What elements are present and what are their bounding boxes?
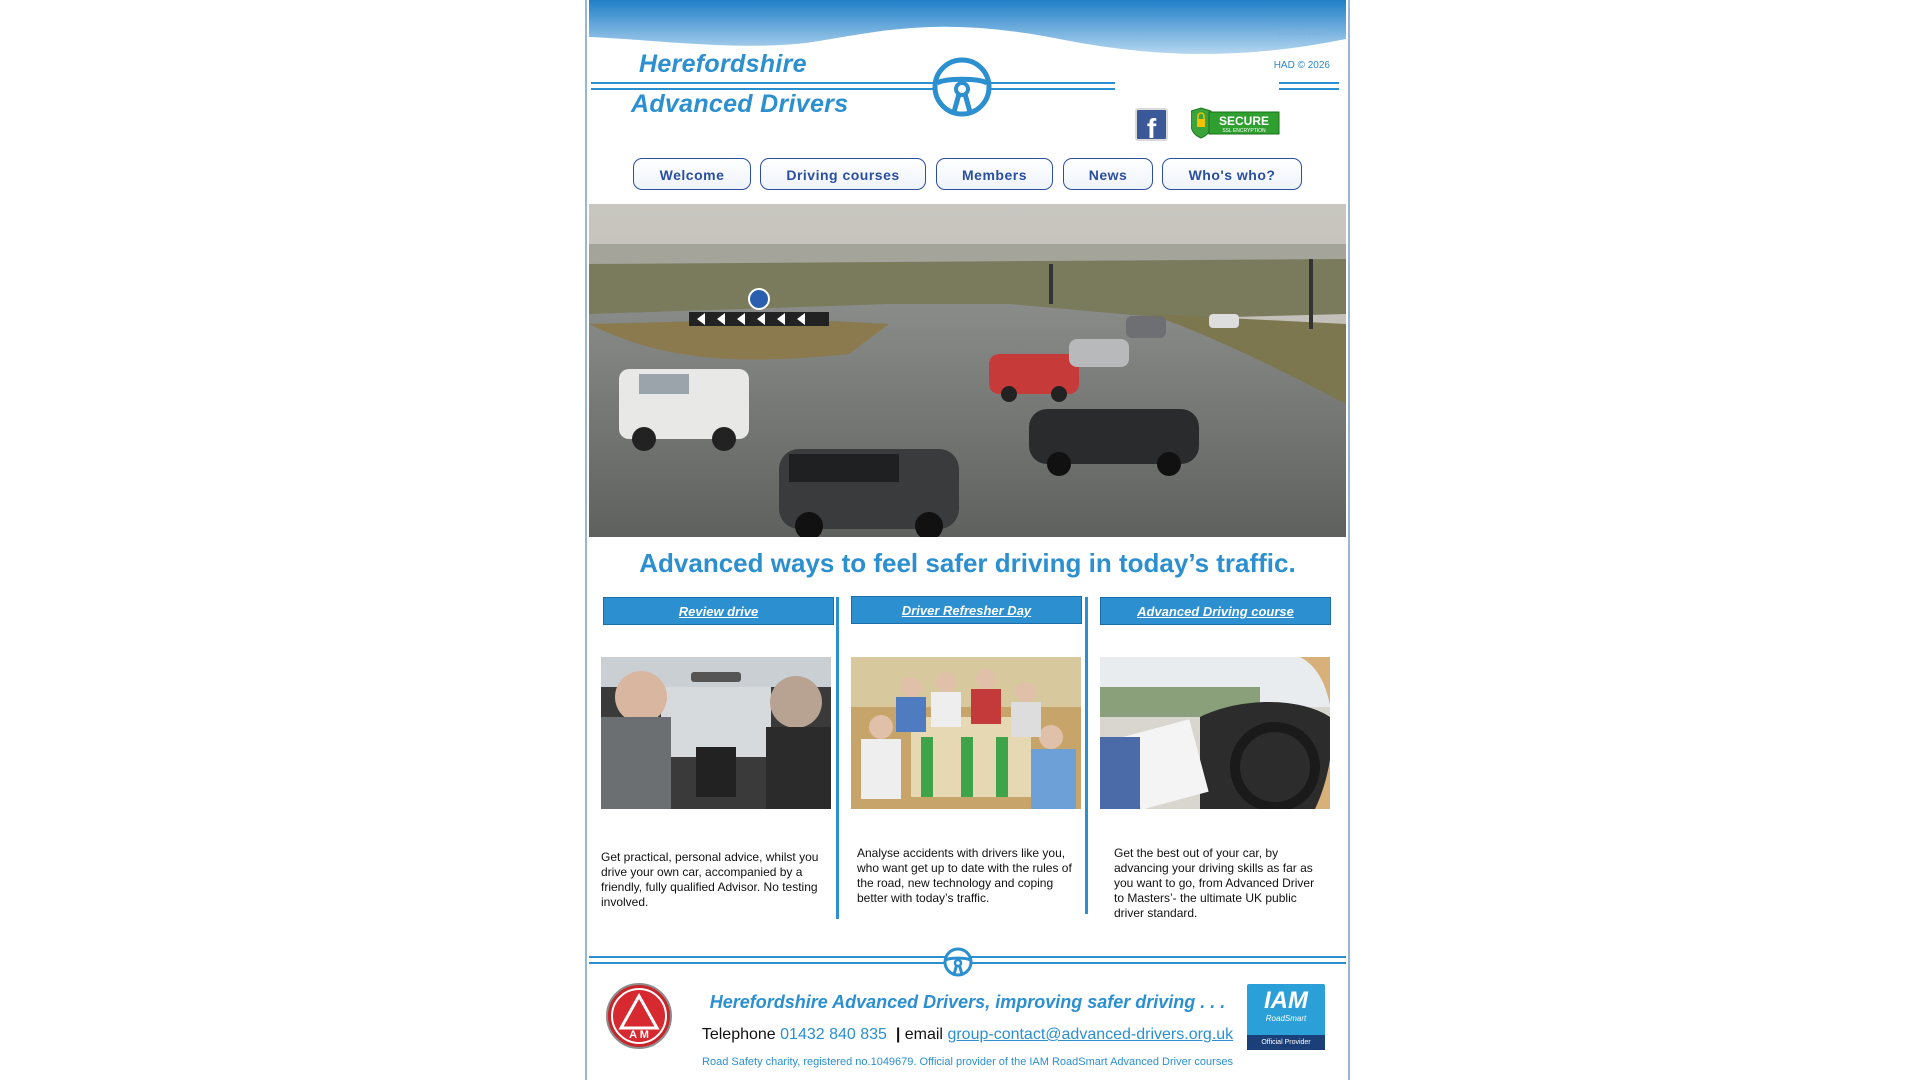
telephone-label: Telephone [701, 1026, 776, 1043]
column-divider-1 [836, 597, 839, 919]
logo-rule-bottom [591, 88, 1115, 90]
charity-notice: Road Safety charity, registered no.1049679. Official provider of the IAM RoadSmart Advanced Driver courses [702, 1056, 1233, 1068]
nav-welcome[interactable]: Welcome [633, 158, 751, 190]
main-tagline: Advanced ways to feel safer driving in today’s traffic. [639, 548, 1296, 578]
nav-driving-courses[interactable]: Driving courses [760, 158, 926, 190]
header-date: (14 Feb 2026) [1277, 28, 1328, 37]
logo-rule-right-top [1279, 82, 1339, 84]
logo-rule-right-bottom [1279, 88, 1339, 90]
facebook-icon[interactable]: f [1135, 108, 1168, 141]
email-label: email [904, 1026, 943, 1043]
advanced-driving-course-link[interactable]: Advanced Driving course [1100, 597, 1331, 625]
column-divider-2 [1085, 597, 1088, 914]
advanced-course-photo [1100, 657, 1330, 809]
email-link[interactable]: group-contact@advanced-drivers.org.uk [947, 1026, 1234, 1043]
review-drive-photo [601, 657, 831, 809]
page-container [585, 0, 1350, 1080]
advanced-driving-course-description: Get the best out of your car, by advancing your driving skills as far as you want to go, from Advanced Driver to Masters’- the ultimate UK public driver standard. [1114, 846, 1315, 920]
nav-news[interactable]: News [1063, 158, 1153, 190]
nav-members[interactable]: Members [936, 158, 1053, 190]
telephone-number[interactable]: 01432 840 835 [780, 1026, 887, 1043]
review-drive-description: Get practical, personal advice, whilst you drive your own car, accompanied by a friendly, fully qualified Advisor. No testing involved. [601, 850, 819, 909]
footer-motto: Herefordshire Advanced Drivers, improving safer driving . . . [709, 992, 1226, 1012]
iam-logo-bar: Official Provider [1247, 1035, 1325, 1050]
ssl-badge-sub: SSL ENCRYPTION [1222, 128, 1266, 134]
iam-roadsmart-logo[interactable] [1247, 984, 1325, 1050]
am-logo-text: A M [629, 1029, 649, 1041]
review-drive-link[interactable]: Review drive [603, 597, 834, 625]
steering-wheel-icon [932, 57, 992, 117]
logo-text-line1: Herefordshire [639, 50, 807, 78]
logo-text-line2: Advanced Drivers [631, 90, 849, 118]
iam-logo-sub: RoadSmart [1265, 1014, 1307, 1023]
logo-rule-top [591, 82, 1115, 84]
refresher-day-photo [851, 657, 1081, 809]
driver-refresher-day-link[interactable]: Driver Refresher Day [851, 596, 1082, 624]
iam-logo-big: IAM [1264, 987, 1308, 1014]
copyright-text: HAD © 2026 [1273, 60, 1330, 71]
footer-contact [587, 1026, 1348, 1044]
small-steering-wheel-icon [943, 947, 973, 977]
contact-separator: | [895, 1026, 901, 1043]
nav-whos-who[interactable]: Who's who? [1162, 158, 1302, 190]
driver-refresher-day-description: Analyse accidents with drivers like you, who want get up to date with the rules of the road, new technology and coping better with today’s traffic. [857, 846, 1072, 905]
ssl-secure-badge-icon [1191, 106, 1281, 140]
ssl-badge-title: SECURE [1218, 114, 1270, 128]
hero-roundabout-photo [589, 204, 1346, 537]
